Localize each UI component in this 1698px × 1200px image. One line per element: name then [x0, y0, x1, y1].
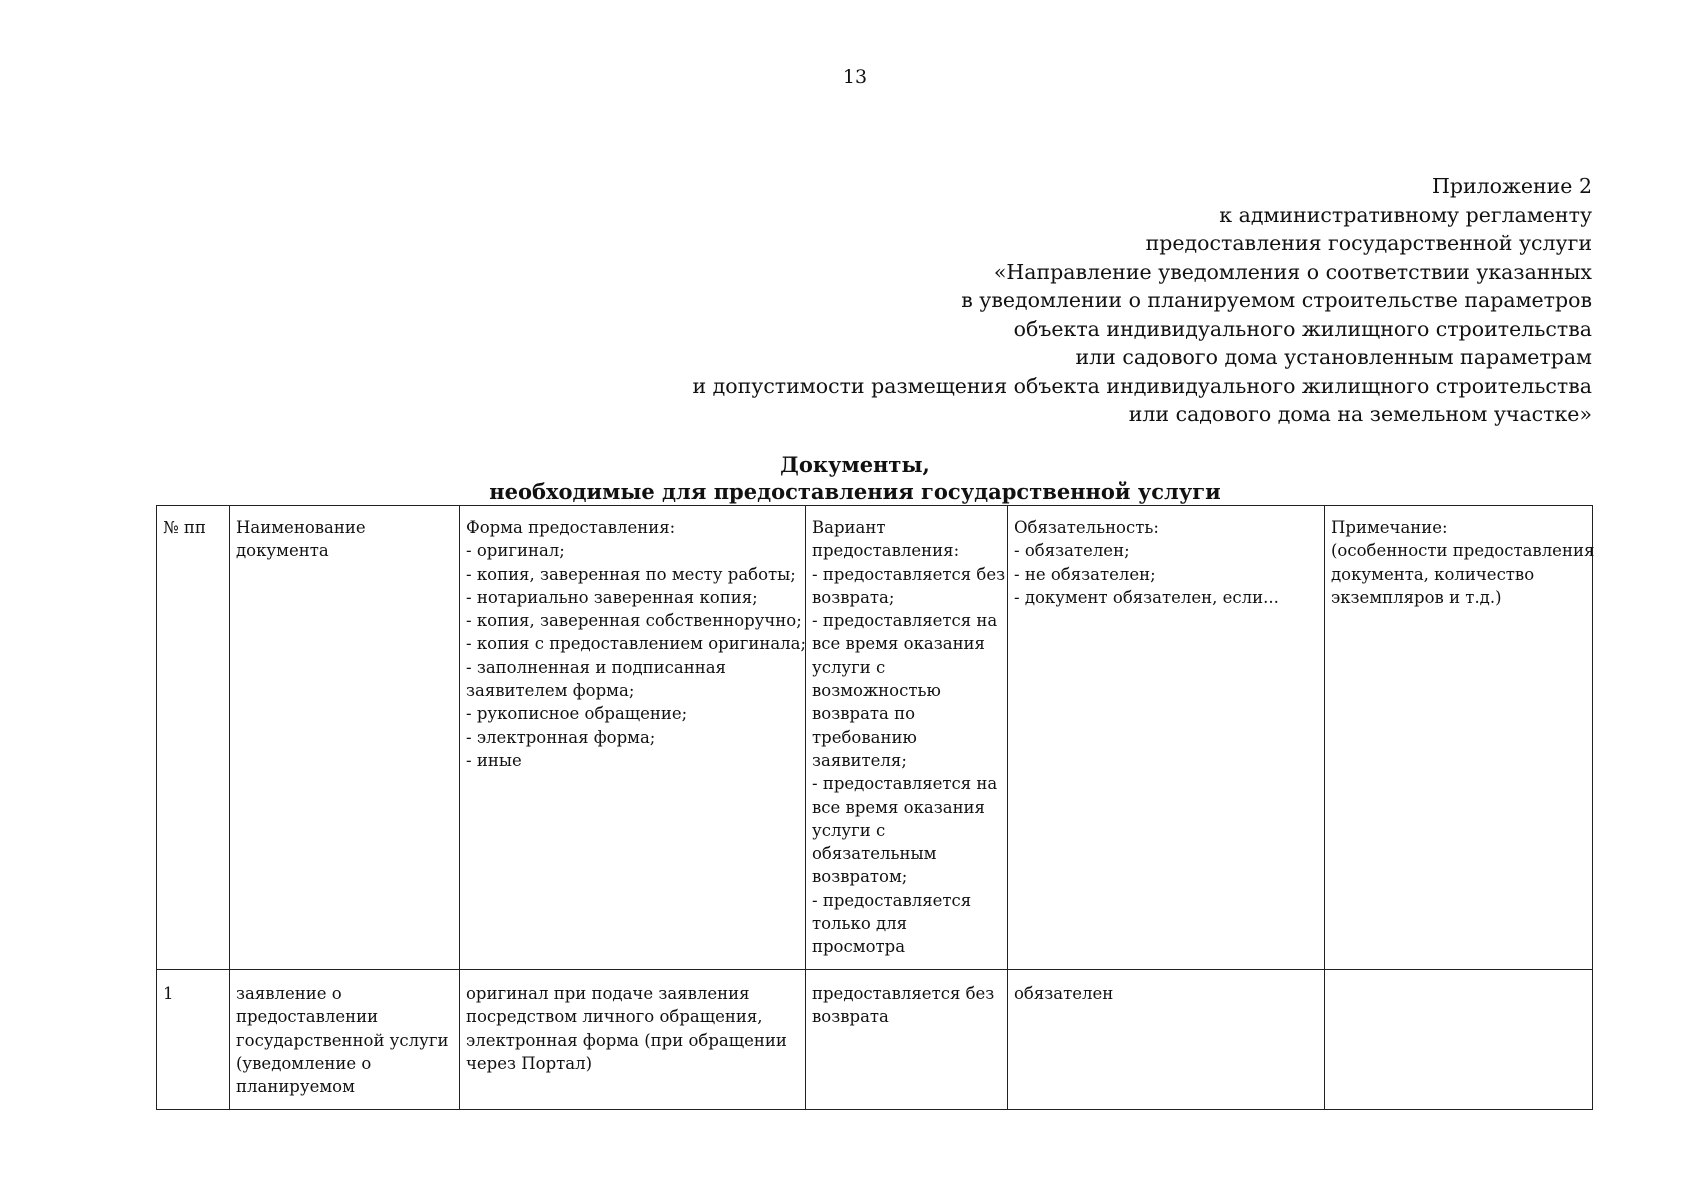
table-row: [157, 970, 1593, 1110]
cell-text-line: - заполненная и подписанная: [466, 657, 726, 677]
appendix-line: «Направление уведомления о соответствии указанных: [993, 259, 1592, 284]
cell-text-line: - не обязателен;: [1014, 564, 1156, 584]
cell-text-line: - копия, заверенная по месту работы;: [466, 564, 796, 584]
cell-text-line: - копия с предоставлением оригинала;: [466, 634, 807, 654]
cell-text-line: оригинал при подаче заявления: [466, 984, 750, 1003]
cell-text-line: возвратом;: [812, 867, 908, 887]
cell-text-line: - иные: [466, 750, 522, 770]
cell-text-line: - оригинал;: [466, 541, 565, 561]
title-line-1: Документы,: [780, 452, 930, 477]
cell-text-line: - документ обязателен, если...: [1014, 587, 1279, 607]
document-title: [0, 451, 1698, 505]
header-cell-submission-form: [460, 506, 806, 970]
appendix-line: и допустимости размещения объекта индивидуального жилищного строительства: [692, 373, 1592, 398]
cell-text-line: - обязателен;: [1014, 541, 1130, 561]
cell-text-line: 1: [163, 984, 174, 1003]
cell-text-line: государственной услуги: [236, 1030, 449, 1050]
appendix-line: или садового дома установленным параметрам: [1075, 345, 1592, 369]
cell-text-line: № пп: [163, 518, 206, 537]
cell-submission-variant: [806, 970, 1008, 1110]
cell-text-line: Вариант: [812, 518, 886, 537]
cell-text-line: - предоставляется на: [812, 774, 998, 794]
cell-text-line: - копия, заверенная собственноручно;: [466, 611, 802, 631]
cell-text-line: Обязательность:: [1014, 518, 1159, 537]
page-number: 13: [842, 66, 868, 88]
cell-text-line: Форма предоставления:: [466, 518, 676, 537]
cell-text-line: все время оказания: [812, 797, 985, 817]
appendix-line: Приложение 2: [1431, 174, 1592, 198]
cell-obligation: [1008, 970, 1325, 1110]
cell-text-line: просмотра: [812, 937, 906, 957]
cell-text-line: заявителя;: [812, 750, 907, 770]
header-cell-note: [1325, 506, 1593, 970]
appendix-line: к административному регламенту: [1219, 202, 1592, 227]
cell-text-line: посредством личного обращения,: [466, 1007, 763, 1027]
cell-text-line: (уведомление о: [236, 1053, 372, 1073]
cell-text-line: услуги с: [812, 657, 886, 677]
cell-submission-form: [460, 970, 806, 1110]
appendix-line: объекта индивидуального жилищного строительства: [1013, 316, 1592, 341]
cell-text-line: возможностью: [812, 681, 941, 701]
appendix-heading: [692, 172, 1592, 429]
appendix-line: или садового дома на земельном участке»: [1128, 402, 1592, 426]
cell-text-line: планируемом: [236, 1077, 355, 1097]
header-cell-obligation: [1008, 506, 1325, 970]
cell-text-line: предоставлении: [236, 1007, 379, 1027]
cell-text-line: предоставляется без: [812, 984, 995, 1003]
cell-text-line: обязателен: [1014, 984, 1114, 1003]
cell-document-name: [230, 970, 460, 1110]
cell-text-line: заявителем форма;: [466, 681, 635, 701]
cell-text-line: Наименование: [236, 518, 366, 537]
header-cell-number: [157, 506, 230, 970]
cell-text-line: электронная форма (при обращении: [466, 1030, 787, 1050]
cell-text-line: через Портал): [466, 1053, 593, 1073]
cell-text-line: - предоставляется: [812, 890, 972, 910]
cell-text-line: требованию: [812, 727, 917, 747]
documents-table: [156, 505, 1593, 1110]
title-line-2: необходимые для предоставления государственной услуги: [489, 479, 1221, 504]
header-cell-submission-variant: [806, 506, 1008, 970]
cell-text-line: - электронная форма;: [466, 727, 656, 747]
cell-text-line: - рукописное обращение;: [466, 704, 688, 724]
cell-number: [157, 970, 230, 1110]
cell-text-line: возврата: [812, 1007, 889, 1027]
header-cell-document-name: [230, 506, 460, 970]
table-header-row: [157, 506, 1593, 970]
cell-text-line: только для: [812, 914, 908, 934]
appendix-line: в уведомлении о планируемом строительстве параметров: [961, 288, 1592, 312]
cell-note: [1325, 970, 1593, 1110]
appendix-line: предоставления государственной услуги: [1145, 231, 1592, 255]
cell-text-line: - предоставляется на: [812, 611, 998, 631]
cell-text-line: документа, количество: [1331, 564, 1535, 584]
cell-text-line: экземпляров и т.д.): [1331, 587, 1502, 607]
cell-text-line: предоставления:: [812, 541, 960, 561]
cell-text-line: возврата по: [812, 704, 916, 724]
cell-text-line: услуги с: [812, 820, 886, 840]
cell-text-line: заявление о: [236, 984, 342, 1003]
cell-text-line: (особенности предоставления: [1331, 541, 1595, 561]
cell-text-line: документа: [236, 541, 329, 561]
cell-text-line: все время оказания: [812, 634, 985, 654]
cell-text-line: Примечание:: [1331, 518, 1448, 537]
cell-text-line: возврата;: [812, 587, 895, 607]
cell-text-line: - нотариально заверенная копия;: [466, 587, 758, 607]
cell-text-line: обязательным: [812, 844, 937, 864]
cell-text-line: - предоставляется без: [812, 564, 1006, 584]
